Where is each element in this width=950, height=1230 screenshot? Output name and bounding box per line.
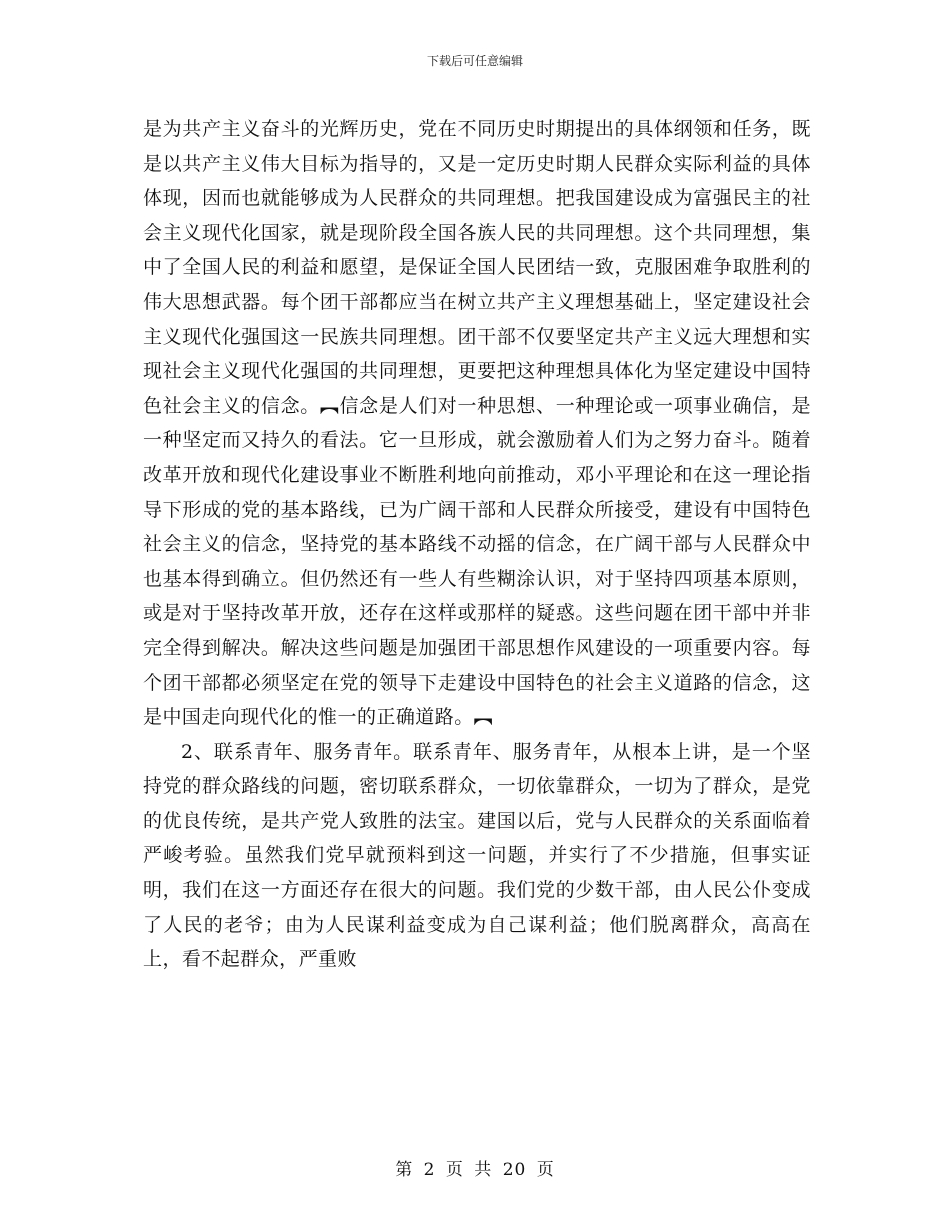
body-paragraph-2: 2、联系青年、服务青年。联系青年、服务青年，从根本上讲，是一个坚持党的群众路线的问题，密切联系群众，一切依靠群众，一切为了群众，是党的优良传统，是共产党人致胜的法宝。建国以后，党与人民群众的关系面临着严峻考验。虽然我们党早就预料到这一问题，并实行了不少措施，但事实证明，我们在这一方面还存在很大的问题。我们党的少数干部，由人民公仆变成了人民的老爷；由为人民谋利益变成为自己谋利益；他们脱离群众，高高在上，看不起群众，严重败 xyxy=(143,740,811,971)
footer-current-page: 2 xyxy=(423,1160,436,1180)
body-paragraph-1: 是为共产主义奋斗的光辉历史，党在不同历史时期提出的具体纲领和任务，既是以共产主义伟大目标为指导的，又是一定历史时期人民群众实际利益的具体体现，因而也就能够成为人民群众的共同理想。把我国建设成为富强民主的社会主义现代化国家，就是现阶段全国各族人民的共同理想。这个共同理想，集中了全国人民的利益和愿望，是保证全国人民团结一致，克服困难争取胜利的伟大思想武器。每个团干部都应当在树立共产主义理想基础上，坚定建设社会主义现代化强国这一民族共同理想。团干部不仅要坚定共产主义远大理想和实现社会主义现代化强国的共同理想，更要把这种理想具体化为坚定建设中国特色社会主义的信念。︻信念是人们对一种思想、一种理论或一项事业确信，是一种坚定而又持久的看法。它一旦形成，就会激励着人们为之努力奋斗。随着改革开放和现代化建设事业不断胜利地向前推动，邓小平理论和在这一理论指导下形成的党的基本路线，已为广阔干部和人民群众所接受，建设有中国特色社会主义的信念，坚持党的基本路线不动摇的信念，在广阔干部与人民群众中也基本得到确立。但仍然还有一些人有些糊涂认识，对于坚持四项基本原则，或是对于坚持改革开放，还存在这样或那样的疑惑。这些问题在团干部中并非完全得到解决。解决这些问题是加强团干部思想作风建设的一项重要内容。每个团干部都必须坚定在党的领导下走建设中国特色的社会主义道路的信念，这是中国走向现代化的惟一的正确道路。︻ xyxy=(143,118,811,729)
footer-label-page: 页 xyxy=(445,1160,464,1180)
page-number-footer xyxy=(0,1155,950,1180)
footer-total-pages: 20 xyxy=(502,1160,527,1180)
footer-label-suffix: 页 xyxy=(536,1160,555,1180)
footer-label-prefix: 第 xyxy=(395,1160,414,1180)
document-body xyxy=(143,112,811,977)
page-header-note: 下载后可任意编辑 xyxy=(426,54,523,68)
footer-label-total: 共 xyxy=(474,1160,493,1180)
